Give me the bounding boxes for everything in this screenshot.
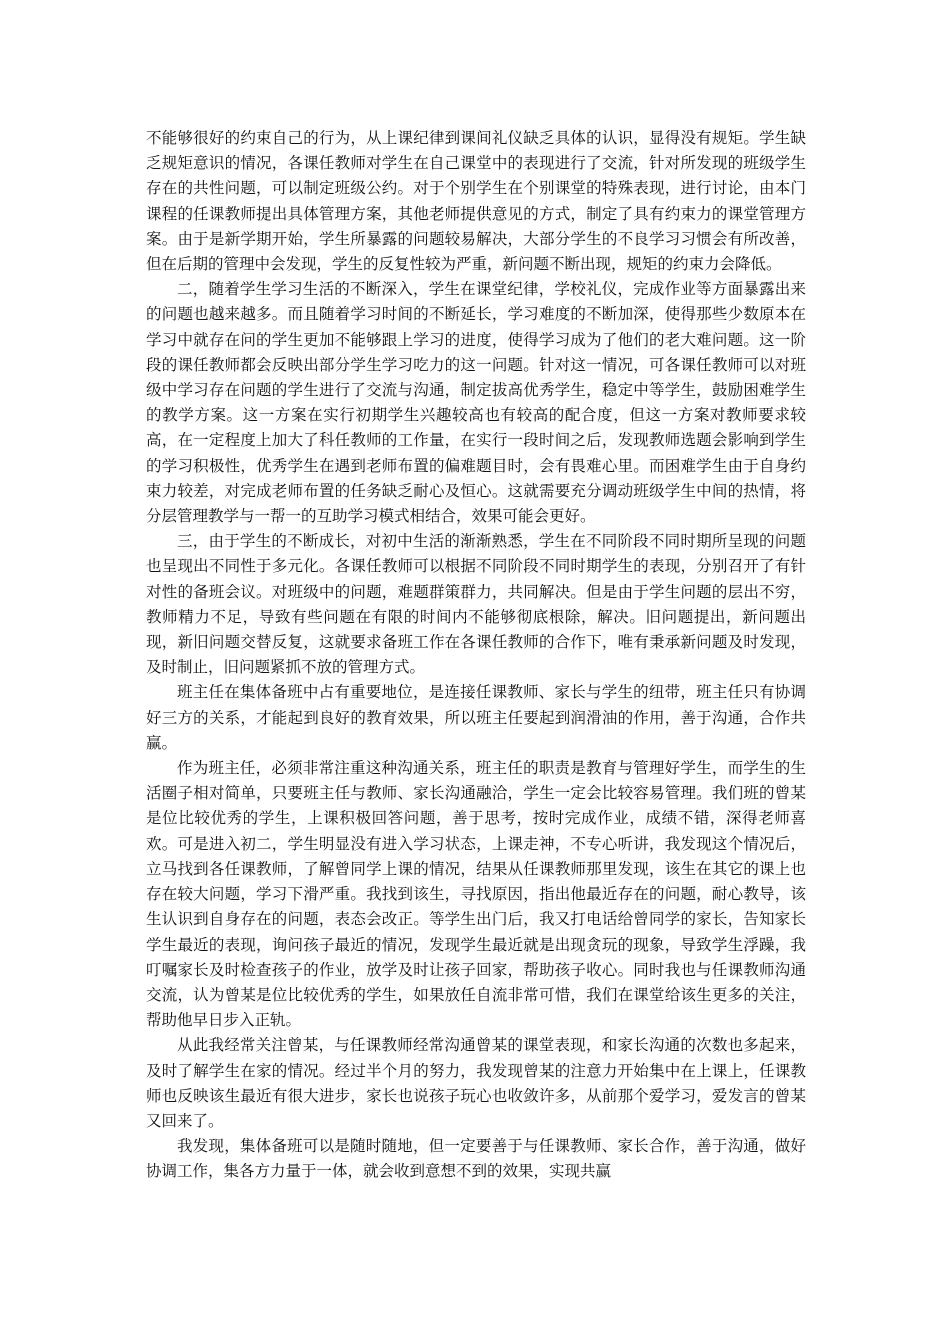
paragraph-follow-up: 从此我经常关注曾某，与任课教师经常沟通曾某的课堂表现，和家长沟通的次数也多起来，及时了解学生在家的情况。经过半个月的努力，我发现曾某的注意力开始集中在上课上，任课教师也反映该生最近有很大进步，家长也说孩子玩心也收敛许多，从前那个爱学习，爱发言的曾某又回来了。 bbox=[146, 1036, 806, 1130]
paragraph-continuation: 不能够很好的约束自己的行为，从上课纪律到课间礼仪缺乏具体的认识，显得没有规矩。学生缺乏规矩意识的情况，各课任教师对学生在自己课堂中的表现进行了交流，针对所发现的班级学生存在的共性问题，可以制定班级公约。对于个别学生在个别课堂的特殊表现，进行讨论，由本门课程的任课教师提出具体管理方案，其他老师提供意见的方式，制定了具有约束力的课堂管理方案。由于是新学期开始，学生所暴露的问题较易解决，大部分学生的不良学习习惯会有所改善，但在后期的管理中会发现，学生的反复性较为严重，新问题不断出现，规矩的约束力会降低。 bbox=[146, 129, 806, 274]
paragraph-point-three: 三，由于学生的不断成长，对初中生活的渐渐熟悉，学生在不同阶段不同时期所呈现的问题也呈现出不同性于多元化。各课任教师可以根据不同阶段不同时期学生的表现，分别召开了有针对性的备班会议。对班级中的问题，难题群策群力，共同解决。但是由于学生问题的层出不穷，教师精力不足，导致有些问题在有限的时间内不能够彻底根除，解决。旧问题提出，新问题出现，新旧问题交替反复，这就要求备班工作在各课任教师的合作下，唯有秉承新问题及时发现，及时制止，旧问题紧抓不放的管理方式。 bbox=[146, 532, 806, 677]
document-body bbox=[146, 126, 806, 1185]
paragraph-point-two: 二，随着学生学习生活的不断深入，学生在课堂纪律，学校礼仪，完成作业等方面暴露出来的问题也越来越多。而且随着学习时间的不断延长，学习难度的不断加深，使得那些少数原本在学习中就存在问的学生更加不能够跟上学习的进度，使得学习成为了他们的老大难问题。这一阶段的课任教师都会反映出部分学生学习吃力的这一问题。针对这一情况，可各课任教师可以对班级中学习存在问题的学生进行了交流与沟通，制定拔高优秀学生，稳定中等学生，鼓励困难学生的教学方案。这一方案在实行初期学生兴趣较高也有较高的配合度，但这一方案对教师要求较高，在一定程度上加大了科任教师的工作量，在实行一段时间之后，发现教师选题会影响到学生的学习积极性，优秀学生在遇到老师布置的偏难题目时，会有畏难心里。而困难学生由于自身约束力较差，对完成老师布置的任务缺乏耐心及恒心。这就需要充分调动班级学生中间的热情，将分层管理教学与一帮一的互助学习模式相结合，效果可能会更好。 bbox=[146, 280, 806, 526]
paragraph-head-teacher-role: 班主任在集体备班中占有重要地位，是连接任课教师、家长与学生的纽带，班主任只有协调好三方的关系，才能起到良好的教育效果，所以班主任要起到润滑油的作用，善于沟通，合作共赢。 bbox=[146, 683, 806, 752]
paragraph-case-example: 作为班主任，必须非常注重这种沟通关系，班主任的职责是教育与管理好学生，而学生的生活圈子相对简单，只要班主任与教师、家长沟通融洽，学生一定会比较容易管理。我们班的曾某是位比较优秀的学生，上课积极回答问题，善于思考，按时完成作业，成绩不错，深得老师喜欢。可是进入初二，学生明显没有进入学习状态，上课走神，不专心听讲，我发现这个情况后，立马找到各任课教师，了解曾同学上课的情况，结果从任课教师那里发现，该生在其它的课上也存在较大问题，学习下滑严重。我找到该生，寻找原因，指出他最近存在的问题，耐心教导，该生认识到自身存在的问题，表态会改正。等学生出门后，我又打电话给曾同学的家长，告知家长学生最近的表现，询问孩子最近的情况，发现学生最近就是出现贪玩的现象，导致学生浮躁，我叮嘱家长及时检查孩子的作业，放学及时让孩子回家，帮助孩子收心。同时我也与任课教师沟通交流，认为曾某是位比较优秀的学生，如果放任自流非常可惜，我们在课堂给该生更多的关注，帮助他早日步入正轨。 bbox=[146, 759, 806, 1030]
paragraph-conclusion: 我发现，集体备班可以是随时随地，但一定要善于与任课教师、家长合作，善于沟通，做好协调工作，集各方力量于一体，就会收到意想不到的效果，实现共赢 bbox=[146, 1137, 806, 1181]
